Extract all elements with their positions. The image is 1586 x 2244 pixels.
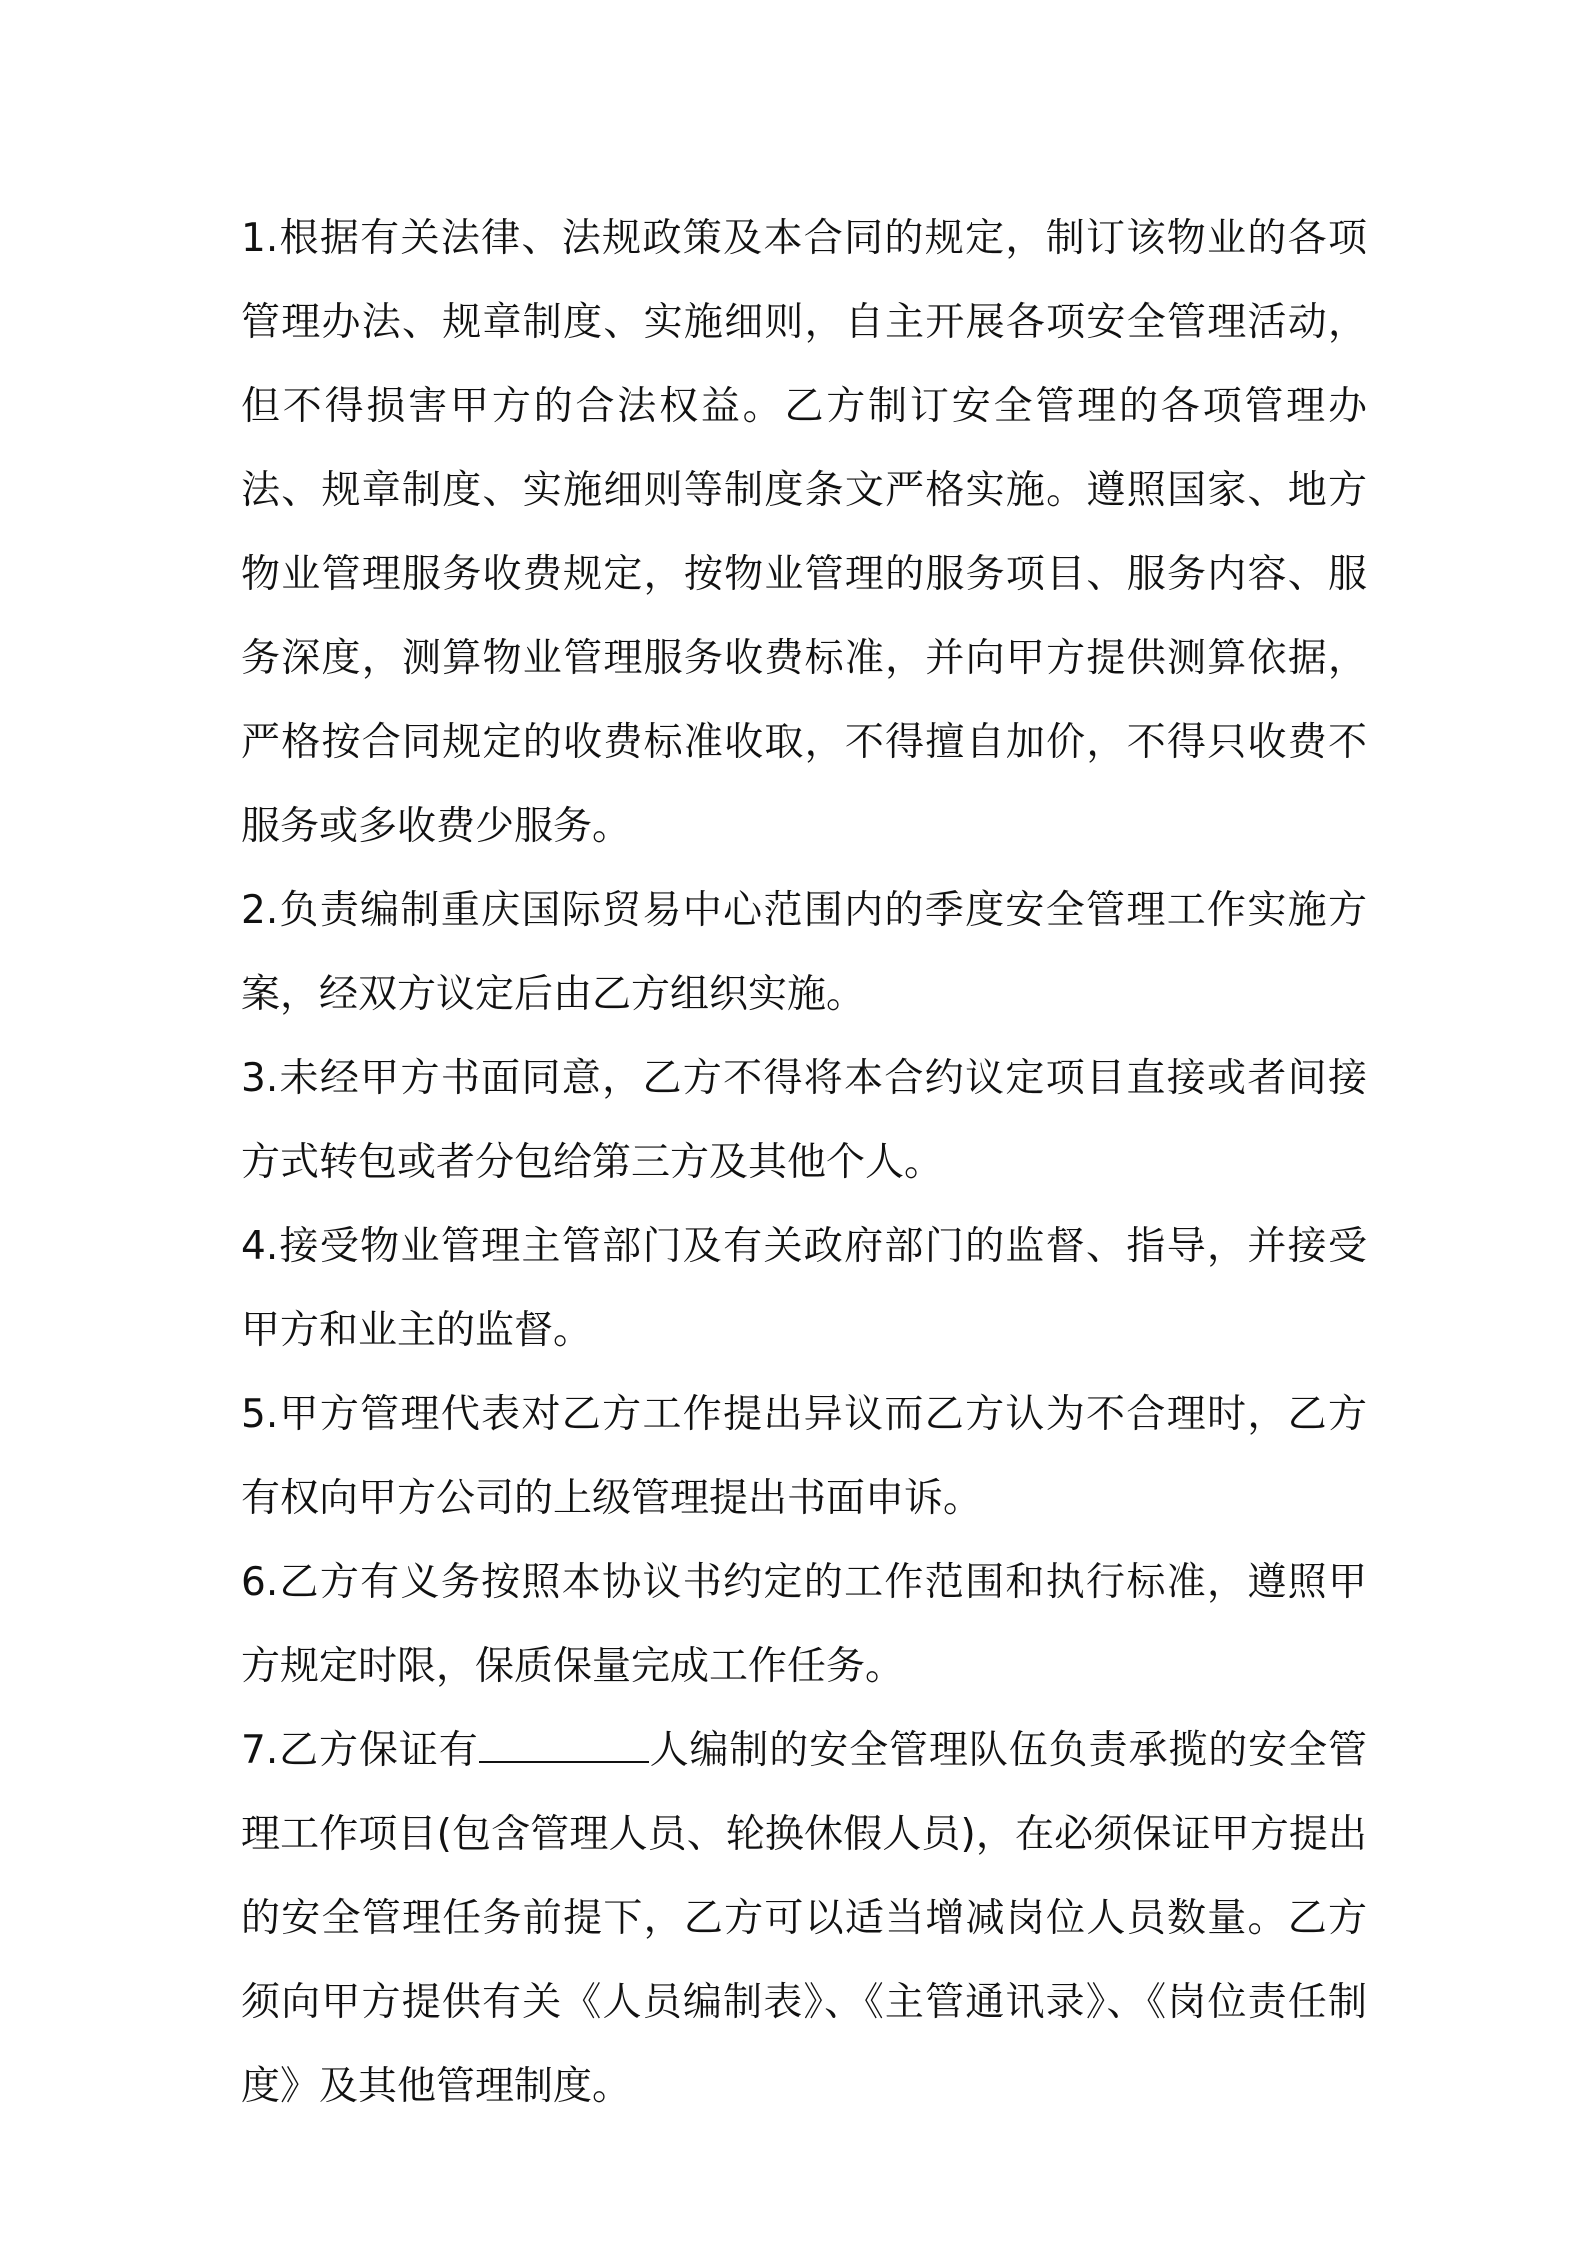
fill-in-blank xyxy=(479,1731,649,1763)
clause-6: 6.乙方有义务按照本协议书约定的工作范围和执行标准，遵照甲方规定时限，保质保量完成工作任务。 xyxy=(241,1560,1367,1689)
clause-2: 2.负责编制重庆国际贸易中心范围内的季度安全管理工作实施方案，经双方议定后由乙方组织实施。 xyxy=(241,888,1367,1017)
clause-1: 1.根据有关法律、法规政策及本合同的规定，制订该物业的各项管理办法、规章制度、实施细则，自主开展各项安全管理活动，但不得损害甲方的合法权益。乙方制订安全管理的各项管理办法、规章制度、实施细则等制度条文严格实施。遵照国家、地方物业管理服务收费规定，按物业管理的服务项目、服务内容、服务深度，测算物业管理服务收费标准，并向甲方提供测算依据，严格按合同规定的收费标准收取，不得擅自加价，不得只收费不服务或多收费少服务。 xyxy=(241,216,1367,849)
clause-7-rest: 人编制的安全管理队伍负责承揽的安全管理工作项目(包含管理人员、轮换休假人员)，在必须保证甲方提出的安全管理任务前提下，乙方可以适当增减岗位人员数量。乙方须向甲方提供有关《人员编制表》、《主管通讯录》、《岗位责任制度》及其他管理制度。 xyxy=(241,1728,1367,2109)
clause-4: 4.接受物业管理主管部门及有关政府部门的监督、指导，并接受甲方和业主的监督。 xyxy=(241,1224,1367,1353)
clause-5: 5.甲方管理代表对乙方工作提出异议而乙方认为不合理时，乙方有权向甲方公司的上级管理提出书面申诉。 xyxy=(241,1392,1367,1521)
clause-7 xyxy=(241,1709,1367,2129)
contract-clauses xyxy=(241,197,1367,2129)
clause-7-lead: 7.乙方保证有 xyxy=(241,1728,479,1773)
clause-3: 3.未经甲方书面同意，乙方不得将本合约议定项目直接或者间接方式转包或者分包给第三方及其他个人。 xyxy=(241,1056,1367,1185)
